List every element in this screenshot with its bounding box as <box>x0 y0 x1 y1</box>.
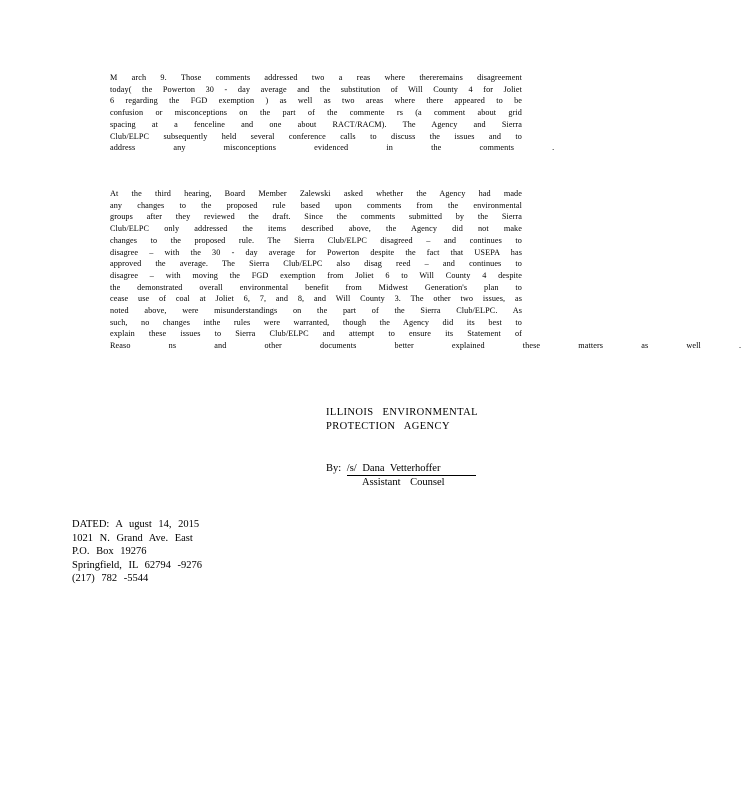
signer-name: /s/ Dana Vetterhoffer <box>347 463 477 476</box>
text-line: noted above, were misunderstandings on the part of the Sierra Club/ELPC. As <box>110 306 522 316</box>
text-line: approved the average. The Sierra Club/ELPC also disag reed – and continues to <box>110 259 522 269</box>
text-line: spacing at a fenceline and one about RACT/RACM). The Agency and Sierra <box>110 119 522 129</box>
agency-name <box>326 406 478 433</box>
text-line: At the third hearing, Board Member Zalewski asked whether the Agency had made <box>110 189 522 198</box>
address-line-3: Springfield, IL 62794 -9276 <box>72 559 203 571</box>
phone-number: (217) 782 -5544 <box>72 573 149 585</box>
text-line: cease use of coal at Joliet 6, 7, and 8, and Will County 3. The other two issues, as <box>110 294 522 304</box>
text-line: such, no changes inthe rules were warranted, though the Agency did its best to <box>110 317 522 327</box>
text-line: Club/ELPC only addressed the items described above, the Agency did not make <box>110 224 522 234</box>
text-line: the demonstrated overall environmental benefit from Midwest Generation's plan to <box>110 282 522 292</box>
agency-name-line-1: ILLINOIS ENVIRONMENTAL <box>326 407 478 418</box>
text-line: disagree – with moving the FGD exemption from Joliet 6 to Will County 4 despite <box>110 270 522 280</box>
text-line: M arch 9. Those comments addressed two a reas where thereremains disagreement <box>110 73 522 82</box>
text-line: disagree – with the 30 - day average for Powerton despite the fact that USEPA has <box>110 247 522 257</box>
text-line: today( the Powerton 30 - day average and the substitution of Will County 4 for Joliet <box>110 84 522 94</box>
signer-title: Assistant Counsel <box>362 477 445 488</box>
signature-line <box>326 462 476 476</box>
text-line: confusion or misconceptions on the part of the commente rs (a comment about grid <box>110 108 522 118</box>
body-paragraph-2 <box>110 188 741 352</box>
text-line: Club/ELPC subsequently held several conference calls to discuss the issues and to <box>110 131 522 141</box>
date-line: DATED: A ugust 14, 2015 <box>72 519 200 530</box>
text-line: 6 regarding the FGD exemption ) as well as two areas where there appeared to be <box>110 96 522 106</box>
by-label: By: <box>326 463 342 474</box>
text-line: changes to the proposed rule. The Sierra Club/ELPC disagreed – and continues to <box>110 235 522 245</box>
text-line: explain these issues to Sierra Club/ELPC and attempt to ensure its Statement of <box>110 329 522 339</box>
text-line: Reaso ns and other documents better explained these matters as well . <box>110 341 741 351</box>
agency-name-line-2: PROTECTION AGENCY <box>326 420 450 432</box>
address-line-2: P.O. Box 19276 <box>72 546 147 558</box>
dated-address-block <box>72 518 202 586</box>
address-line-1: 1021 N. Grand Ave. East <box>72 532 193 544</box>
text-line: groups after they reviewed the draft. Since the comments submitted by the Sierra <box>110 212 522 222</box>
text-line: address any misconceptions evidenced in the comments . <box>110 143 555 153</box>
text-line: any changes to the proposed rule based upon comments from the environmental <box>110 200 522 210</box>
body-paragraph-1 <box>110 72 555 154</box>
